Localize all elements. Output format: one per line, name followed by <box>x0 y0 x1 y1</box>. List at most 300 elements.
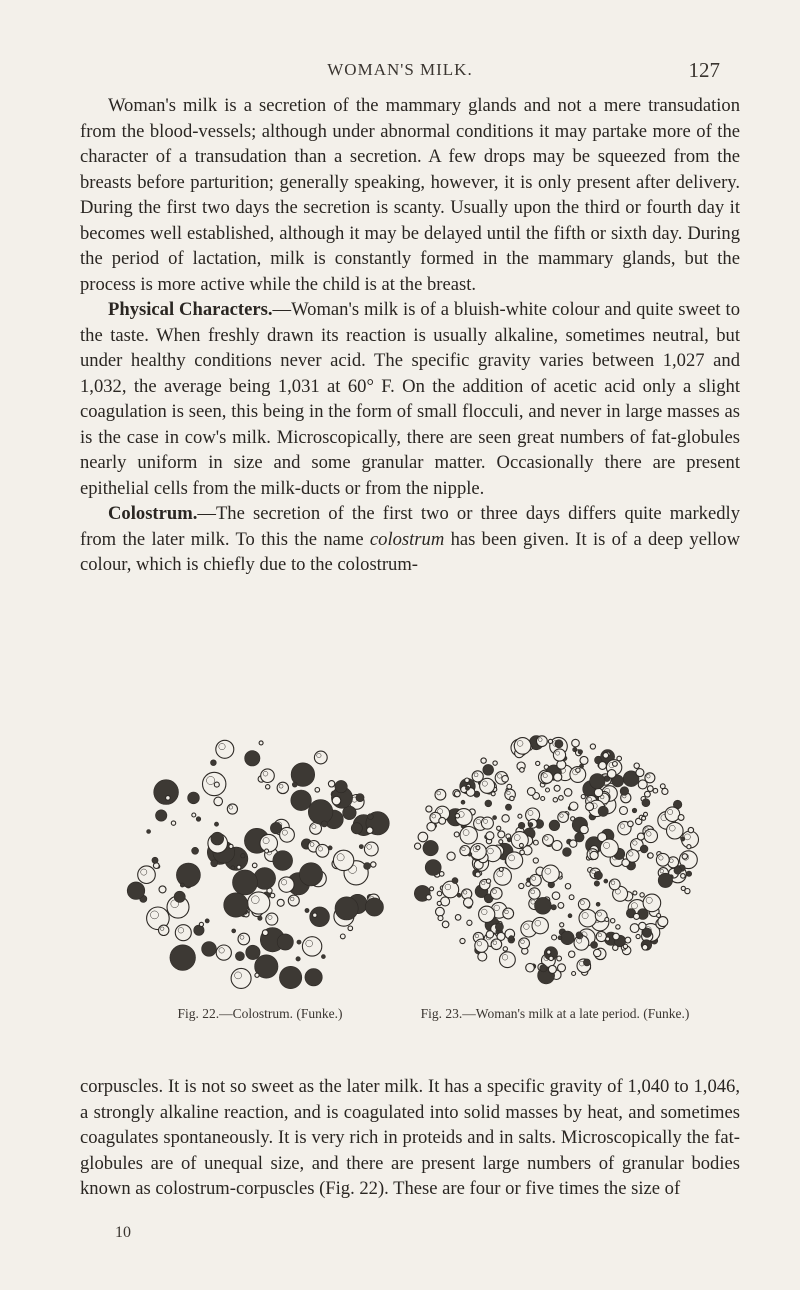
figure-23-caption: Fig. 23.—Woman's milk at a late period. (Funke.) <box>420 1006 690 1021</box>
granular-corpuscle <box>296 957 300 961</box>
granular-corpuscle <box>356 794 364 802</box>
fat-globule <box>415 843 421 849</box>
fat-globule <box>499 867 503 871</box>
fat-globule <box>231 968 251 988</box>
fat-globule <box>557 760 566 769</box>
fat-globule <box>553 798 557 802</box>
granular-corpuscle <box>686 871 691 876</box>
granular-corpuscle <box>211 760 217 766</box>
granular-corpuscle <box>549 820 560 831</box>
fat-globule <box>643 894 661 912</box>
fat-globule <box>138 866 156 884</box>
fat-globule <box>636 934 640 938</box>
granular-corpuscle <box>147 830 151 834</box>
fat-globule <box>519 883 524 888</box>
granular-corpuscle <box>308 800 333 825</box>
fat-globule <box>569 951 575 957</box>
fat-globule <box>580 825 588 833</box>
fat-globule <box>507 784 512 789</box>
granular-corpuscle <box>297 940 301 944</box>
page-header <box>0 56 800 86</box>
fat-globule <box>328 781 334 787</box>
granular-corpuscle <box>642 928 651 937</box>
fat-globule <box>418 832 428 842</box>
granular-corpuscle <box>364 863 371 870</box>
fat-globule <box>623 944 627 948</box>
granular-corpuscle <box>465 786 469 790</box>
fat-globule <box>493 761 497 765</box>
granular-corpuscle <box>233 870 258 895</box>
fat-globule <box>613 762 618 767</box>
fat-globule <box>640 893 644 897</box>
granular-corpuscle <box>658 873 672 887</box>
fat-globule <box>314 751 327 764</box>
granular-corpuscle <box>211 832 224 845</box>
fat-globule <box>548 965 556 973</box>
fat-globule <box>546 788 550 792</box>
granular-corpuscle <box>555 740 563 748</box>
granular-corpuscle <box>127 882 145 900</box>
fat-globule <box>460 827 477 844</box>
fat-globule <box>530 874 542 886</box>
granular-corpuscle <box>231 866 235 870</box>
fat-globule <box>514 738 531 755</box>
fat-globule <box>510 796 514 800</box>
fat-globule <box>581 795 585 799</box>
fat-globule <box>586 803 594 811</box>
fat-globule <box>681 874 686 879</box>
fat-globule <box>426 895 431 900</box>
granular-corpuscle <box>180 883 184 887</box>
granular-corpuscle <box>359 845 363 849</box>
granular-corpuscle <box>505 804 511 810</box>
fat-globule <box>491 939 502 950</box>
fat-globule <box>261 769 275 783</box>
fat-globule <box>175 925 191 941</box>
fat-globule <box>442 881 459 898</box>
fat-globule <box>682 854 687 859</box>
fat-globule <box>665 807 680 822</box>
fat-globule <box>642 945 648 951</box>
granular-corpuscle <box>518 822 525 829</box>
fat-globule <box>192 813 196 817</box>
granular-corpuscle <box>452 878 458 884</box>
fat-globule <box>579 910 596 927</box>
granular-corpuscle <box>578 750 583 755</box>
fat-globule <box>534 840 539 845</box>
paragraph-colostrum <box>80 501 740 578</box>
fat-globule <box>658 917 668 927</box>
fat-globule <box>255 973 259 977</box>
granular-corpuscle <box>188 792 200 804</box>
fat-globule <box>520 850 525 855</box>
fat-globule <box>426 806 432 812</box>
fat-globule <box>576 768 580 772</box>
fat-globule <box>480 778 495 793</box>
granular-corpuscle <box>154 780 179 805</box>
fat-globule <box>479 906 495 922</box>
paragraph-text: corpuscles. It is not so sweet as the later milk. It has a specific gravity of 1,040 to 1,046, a strongly alkaline reaction, and is coagulated into solid masses by heat, and sometimes coagulates spontaneously. It is very rich in proteids and in salts. Microscopically the fat-globules are of unequal size, and there are present large numbers of granular bodies known as colostrum-corpuscles (Fig. 22). These are four or five times the size of <box>80 1076 740 1199</box>
granular-corpuscle <box>568 914 572 918</box>
fat-globule <box>340 934 345 939</box>
figure-22-caption: Fig. 22.—Colostrum. (Funke.) <box>177 1006 343 1021</box>
granular-corpuscle <box>558 936 562 940</box>
granular-corpuscle <box>232 929 236 933</box>
fat-globule <box>486 931 493 938</box>
granular-corpuscle <box>551 905 556 910</box>
fat-globule <box>499 840 503 844</box>
granular-corpuscle <box>425 860 441 876</box>
fat-globule <box>594 788 602 796</box>
granular-corpuscle <box>196 817 201 822</box>
fat-globule <box>316 844 329 857</box>
fat-globule <box>436 907 445 916</box>
fat-globule <box>552 935 557 940</box>
fat-globule <box>558 964 566 972</box>
granular-corpuscle <box>596 902 600 906</box>
granular-corpuscle <box>152 857 158 863</box>
fat-globule <box>648 853 653 858</box>
paragraph-text: has been given. It is of a deep yellow colour, which is chiefly due to the colostrum- <box>80 528 740 575</box>
fat-globule <box>609 879 620 890</box>
fat-globule <box>478 952 487 961</box>
fat-globule <box>313 913 317 917</box>
fat-globule <box>229 844 233 848</box>
fat-globule <box>454 791 460 797</box>
paragraph-intro <box>80 93 740 297</box>
fat-globule <box>637 833 644 840</box>
fat-globule <box>594 949 601 956</box>
fat-globule <box>502 776 509 783</box>
fat-globule <box>279 877 294 892</box>
fat-globule <box>630 924 639 933</box>
granular-corpuscle <box>579 764 583 768</box>
fat-globule <box>502 815 509 822</box>
running-title: WOMAN'S MILK. <box>327 60 473 79</box>
granular-corpuscle <box>176 863 200 887</box>
fat-globule <box>437 891 442 896</box>
fat-globule <box>252 863 257 868</box>
granular-corpuscle <box>528 822 533 827</box>
fat-globule <box>660 784 665 789</box>
fat-globule <box>364 842 378 856</box>
fat-globule <box>536 761 540 765</box>
fat-globule <box>430 887 434 891</box>
fat-globule <box>625 937 631 943</box>
fat-globule <box>620 807 628 815</box>
fat-globule <box>441 897 450 906</box>
fat-globule <box>537 736 548 747</box>
granular-corpuscle <box>202 942 217 957</box>
fat-globule <box>634 763 639 768</box>
fat-globule <box>553 749 565 761</box>
section-heading-colostrum: Colostrum. <box>108 503 198 524</box>
granular-corpuscle <box>591 941 598 948</box>
fat-globule <box>685 889 690 894</box>
fat-globule <box>266 913 278 925</box>
granular-corpuscle <box>632 808 637 813</box>
granular-corpuscle <box>305 908 309 912</box>
fat-globule <box>237 865 241 869</box>
granular-corpuscle <box>493 816 497 820</box>
fat-globule <box>332 796 341 805</box>
granular-corpuscle <box>563 848 572 857</box>
fat-globule <box>644 812 648 816</box>
fat-globule <box>605 918 609 922</box>
granular-corpuscle <box>170 945 196 971</box>
italic-term: colostrum <box>369 528 445 550</box>
fat-globule <box>533 858 538 863</box>
granular-corpuscle <box>277 934 293 950</box>
fat-globule <box>371 862 376 867</box>
fat-globule <box>634 913 640 919</box>
fat-globule <box>260 834 278 852</box>
fat-globule <box>455 814 459 818</box>
fat-globule <box>460 846 470 856</box>
body-text-bottom <box>80 1074 740 1202</box>
fat-globule <box>626 850 639 863</box>
fat-globule <box>628 821 634 827</box>
fat-globule <box>333 850 353 870</box>
fat-globule <box>616 925 620 929</box>
fat-globule <box>216 740 234 758</box>
fat-globule <box>475 872 480 877</box>
fat-globule <box>613 945 618 950</box>
fat-globule <box>599 762 607 770</box>
fat-globule <box>548 739 552 743</box>
granular-corpuscle <box>540 965 547 972</box>
figure-23 <box>400 730 710 1022</box>
paragraph-text: —Woman's milk is of a bluish-white colour and quite sweet to the taste. When freshly drawn its reaction is usually alkaline, sometimes neutral, but under healthy conditions never acid. The specific gravity varies between 1,027 and 1,032, the average being 1,031 at 60° F. On the addition of acetic acid only a slight coagulation is seen, this being in the form of small flocculi, and never in large masses as is the case in cow's milk. Microscopically, there are seen great numbers of fat-globules nearly uniform in size and some granular matter. Occasionally there are present epithelial cells from the milk-ducts or from the nipple. <box>80 299 740 499</box>
fat-globule <box>558 812 569 823</box>
fat-globule <box>464 898 473 907</box>
fat-globule <box>590 851 598 859</box>
fat-globule <box>527 788 535 796</box>
granular-corpuscle <box>321 821 327 827</box>
fat-globule <box>644 829 657 842</box>
fat-globule <box>159 925 169 935</box>
fat-globule <box>460 938 465 943</box>
fat-globule <box>265 849 269 853</box>
fat-globule <box>580 756 588 764</box>
granular-corpuscle <box>495 923 503 931</box>
granular-corpuscle <box>192 847 199 854</box>
granular-corpuscle <box>604 879 608 883</box>
fat-globule <box>476 846 480 850</box>
granular-corpuscle <box>485 800 492 807</box>
fat-globule <box>270 893 275 898</box>
fat-globule <box>607 770 616 779</box>
fat-globule <box>159 886 166 893</box>
granular-corpuscle <box>273 851 293 871</box>
fat-globule <box>214 782 219 787</box>
fat-globule <box>259 741 263 745</box>
fat-globule <box>633 891 637 895</box>
granular-corpuscle <box>299 863 322 886</box>
signature-mark: 10 <box>115 1224 131 1241</box>
fat-globule <box>302 937 321 956</box>
fat-globule <box>558 903 564 909</box>
granular-corpuscle <box>335 780 347 792</box>
granular-corpuscle <box>174 891 185 902</box>
fat-globule <box>171 821 175 825</box>
fat-globule <box>442 921 449 928</box>
fat-globule <box>437 901 441 905</box>
granular-corpuscle <box>674 867 682 875</box>
fat-globule <box>520 768 525 773</box>
fat-globule <box>611 919 615 923</box>
fat-globule <box>678 815 684 821</box>
fat-globule <box>481 758 486 763</box>
granular-corpuscle <box>681 837 685 841</box>
fat-globule <box>617 756 622 761</box>
fat-globule <box>529 888 540 899</box>
fat-globule <box>500 952 516 968</box>
late-milk-illustration <box>400 730 710 998</box>
fat-globule <box>348 926 353 931</box>
granular-corpuscle <box>594 881 599 886</box>
fat-globule <box>554 785 560 791</box>
fat-globule <box>491 792 495 796</box>
granular-corpuscle <box>335 897 358 920</box>
fat-globule <box>199 922 203 926</box>
granular-corpuscle <box>483 764 494 775</box>
granular-corpuscle <box>291 790 312 811</box>
fat-globule <box>570 840 577 847</box>
fat-globule <box>266 785 270 789</box>
granular-corpuscle <box>461 800 465 804</box>
fat-globule <box>541 797 545 801</box>
fat-globule <box>687 845 691 849</box>
fat-globule <box>498 831 505 838</box>
fat-globule <box>542 865 559 882</box>
fat-globule <box>636 769 644 777</box>
fat-globule <box>557 956 562 961</box>
fat-globule <box>647 786 653 792</box>
fat-globule <box>214 797 223 806</box>
fat-globule <box>248 892 270 914</box>
fat-globule <box>667 822 684 839</box>
granular-corpuscle <box>365 898 383 916</box>
fat-globule <box>277 899 284 906</box>
fat-globule <box>559 796 564 801</box>
granular-corpuscle <box>224 893 248 917</box>
granular-corpuscle <box>211 860 218 867</box>
granular-corpuscle <box>583 959 590 966</box>
fat-globule <box>570 802 578 810</box>
fat-globule <box>560 923 564 927</box>
fat-globule <box>486 832 494 840</box>
fat-globule <box>547 950 551 954</box>
paragraph-physical-characters <box>80 297 740 501</box>
body-text-top <box>80 93 740 578</box>
fat-globule <box>288 895 299 906</box>
fat-globule <box>565 884 570 889</box>
fat-globule <box>454 832 459 837</box>
fat-globule <box>600 839 618 857</box>
fat-globule <box>486 879 490 883</box>
fat-globule <box>166 796 171 801</box>
fat-globule <box>552 892 560 900</box>
fat-globule <box>578 899 589 910</box>
fat-globule <box>662 788 668 794</box>
fat-globule <box>549 956 553 960</box>
fat-globule <box>572 739 580 747</box>
fat-globule <box>569 895 574 900</box>
granular-corpuscle <box>576 932 582 938</box>
granular-corpuscle <box>279 966 301 988</box>
fat-globule <box>439 872 444 877</box>
granular-corpuscle <box>214 822 218 826</box>
granular-corpuscle <box>509 936 514 941</box>
fat-globule <box>503 947 507 951</box>
paragraph-continuation <box>80 1074 740 1202</box>
fat-globule <box>435 789 446 800</box>
page-number: 127 <box>688 58 720 82</box>
fat-globule <box>519 843 523 847</box>
fat-globule <box>280 827 295 842</box>
fat-globule <box>653 788 658 793</box>
granular-corpuscle <box>205 919 209 923</box>
fat-globule <box>606 937 610 941</box>
fat-globule <box>439 817 446 824</box>
granular-corpuscle <box>245 751 260 766</box>
fat-globule <box>481 817 493 829</box>
fat-globule <box>642 816 646 820</box>
fat-globule <box>645 773 655 783</box>
fat-globule <box>277 782 288 793</box>
fat-globule <box>475 939 488 952</box>
granular-corpuscle <box>292 782 297 787</box>
fat-globule <box>491 888 503 900</box>
granular-corpuscle <box>457 893 461 897</box>
granular-corpuscle <box>642 799 650 807</box>
fat-globule <box>688 827 693 832</box>
granular-corpuscle <box>423 840 438 855</box>
granular-corpuscle <box>561 931 575 945</box>
fat-globule <box>216 945 231 960</box>
granular-corpuscle <box>241 854 245 858</box>
fat-globule <box>564 789 572 797</box>
fat-globule <box>572 972 576 976</box>
granular-corpuscle <box>258 916 262 920</box>
paragraph-text: —The secretion of the first two or three days differs quite markedly from the later milk. To this the name <box>80 503 740 550</box>
fat-globule <box>367 827 373 833</box>
fat-globule <box>554 773 562 781</box>
granular-corpuscle <box>640 845 648 853</box>
granular-corpuscle <box>235 952 244 961</box>
fat-globule <box>656 853 669 866</box>
figures-row <box>60 730 740 1070</box>
granular-corpuscle <box>594 871 602 879</box>
fat-globule <box>596 931 606 941</box>
fat-globule <box>503 908 514 919</box>
section-heading-physical-characters: Physical Characters. <box>108 299 273 320</box>
granular-corpuscle <box>368 814 374 820</box>
fat-globule <box>603 753 609 759</box>
granular-corpuscle <box>156 810 167 821</box>
fat-globule <box>262 930 268 936</box>
granular-corpuscle <box>535 897 552 914</box>
granular-corpuscle <box>620 787 629 796</box>
fat-globule <box>532 917 548 933</box>
fat-globule <box>438 916 443 921</box>
fat-globule <box>526 963 535 972</box>
granular-corpuscle <box>246 945 260 959</box>
fat-globule <box>613 933 620 940</box>
fat-globule <box>590 744 595 749</box>
fat-globule <box>526 882 531 887</box>
